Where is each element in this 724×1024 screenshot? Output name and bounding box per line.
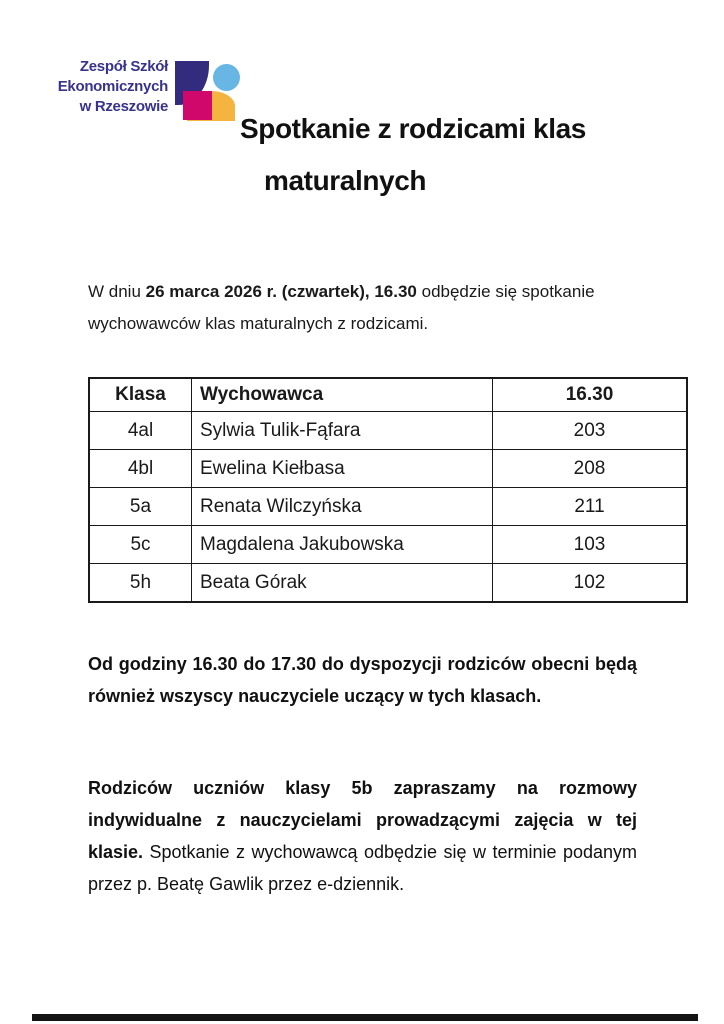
availability-paragraph: Od godziny 16.30 do 17.30 do dyspozycji rodziców obecni będą również wszyscy nauczyciele uczący w tych klasach.	[88, 654, 637, 706]
class5b-bold-text: Rodziców uczniów klasy 5b zapraszamy na rozmowy indywidualne z nauczycielami prowadzącymi zajęcia w tej klasie.	[88, 778, 637, 862]
cell-klasa: 5a	[89, 488, 192, 526]
cell-wychowawca: Magdalena Jakubowska	[192, 526, 493, 564]
intro-pre: W dniu	[88, 282, 146, 301]
table-row	[89, 412, 687, 450]
header-wychowawca: Wychowawca	[192, 378, 493, 412]
cell-wychowawca: Beata Górak	[192, 564, 493, 603]
cell-klasa: 4bl	[89, 450, 192, 488]
table-row	[89, 488, 687, 526]
table-header-row	[89, 378, 687, 412]
cell-room: 102	[493, 564, 688, 603]
school-name-line1: Zespół Szkół	[79, 58, 168, 75]
intro-date-bold: 26 marca 2026 r. (czwartek), 16.30	[145, 282, 417, 301]
school-logo	[30, 57, 239, 125]
cell-room: 103	[493, 526, 688, 564]
page-title: Spotkanie z rodzicami klas maturalnych	[240, 113, 586, 196]
school-name-line2: Ekonomicznych	[57, 78, 168, 95]
cell-klasa: 4al	[89, 412, 192, 450]
school-logo-icon	[175, 61, 239, 125]
header-time: 16.30	[493, 378, 688, 412]
cell-klasa: 5h	[89, 564, 192, 603]
school-name	[30, 57, 168, 117]
class5b-paragraph	[88, 772, 637, 900]
cell-room: 211	[493, 488, 688, 526]
logo-magenta-square	[183, 91, 212, 120]
header-klasa: Klasa	[89, 378, 192, 412]
table-row	[89, 450, 687, 488]
cell-room: 203	[493, 412, 688, 450]
logo-blue-circle	[213, 64, 240, 91]
cell-room: 208	[493, 450, 688, 488]
table-row	[89, 526, 687, 564]
cell-wychowawca: Sylwia Tulik-Fąfara	[192, 412, 493, 450]
cell-wychowawca: Renata Wilczyńska	[192, 488, 493, 526]
intro-paragraph	[88, 276, 644, 340]
class-schedule-table	[88, 377, 688, 603]
intro-post: odbędzie się spotkanie wychowawców klas maturalnych z rodzicami.	[88, 282, 595, 333]
bottom-rule	[32, 1014, 698, 1021]
cell-klasa: 5c	[89, 526, 192, 564]
cell-wychowawca: Ewelina Kiełbasa	[192, 450, 493, 488]
school-name-line3: w Rzeszowie	[79, 98, 168, 115]
table-row	[89, 564, 687, 603]
class5b-rest-text: Spotkanie z wychowawcą odbędzie się w terminie podanym przez p. Beatę Gawlik przez e-dziennik.	[88, 842, 637, 894]
